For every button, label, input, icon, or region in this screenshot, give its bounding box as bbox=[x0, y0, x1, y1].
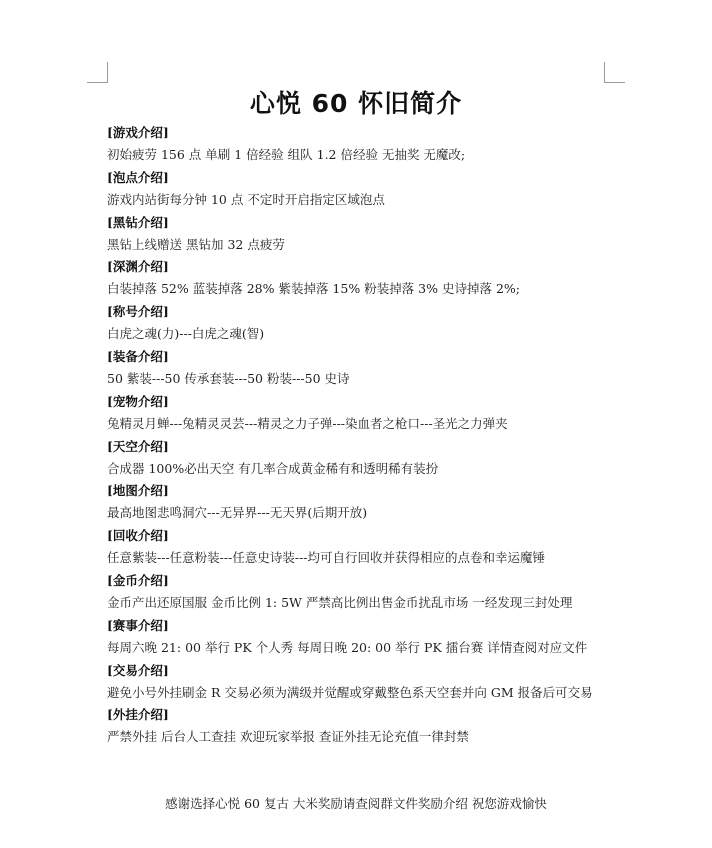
section-heading: [金币介绍] bbox=[107, 572, 169, 588]
section-abyss bbox=[107, 256, 612, 301]
section-maps bbox=[107, 480, 612, 525]
section-text: 初始疲劳 156 点 单刷 1 倍经验 组队 1.2 倍经验 无抽奖 无魔改; bbox=[107, 147, 466, 162]
section-heading: [外挂介绍] bbox=[107, 707, 169, 723]
section-black-diamond bbox=[107, 212, 612, 257]
section-heading: [赛事介绍] bbox=[107, 617, 169, 633]
section-equipment bbox=[107, 346, 612, 391]
section-heading: [装备介绍] bbox=[107, 348, 169, 364]
section-text: 合成器 100%必出天空 有几率合成黄金稀有和透明稀有装扮 bbox=[107, 460, 439, 476]
section-pets bbox=[107, 391, 612, 436]
section-heading: [地图介绍] bbox=[107, 483, 169, 499]
document-title: 心悦 60 怀旧简介 bbox=[249, 89, 463, 118]
section-text: 任意紫装---任意粉装---任意史诗装---均可自行回收并获得相应的点卷和幸运魔锤 bbox=[107, 550, 546, 566]
section-text: 白装掉落 52% 蓝装掉落 28% 紫装掉落 15% 粉装掉落 3% 史诗掉落 2%; bbox=[107, 281, 520, 297]
section-cheats bbox=[107, 704, 612, 749]
section-heading: [深渊介绍] bbox=[107, 259, 169, 275]
section-heading: [游戏介绍] bbox=[107, 125, 169, 140]
section-heading: [天空介绍] bbox=[107, 438, 169, 454]
document-footer: 感谢选择心悦 60 复古 大米奖励请查阅群文件奖励介绍 祝您游戏愉快 bbox=[165, 796, 547, 811]
section-text: 金币产出还原国服 金币比例 1: 5W 严禁高比例出售金币扰乱市场 一经发现三封处理 bbox=[107, 594, 573, 610]
section-text: 白虎之魂(力)---白虎之魂(智) bbox=[107, 326, 265, 342]
section-text: 游戏内站街每分钟 10 点 不定时开启指定区域泡点 bbox=[107, 191, 385, 207]
section-heading: [回收介绍] bbox=[107, 528, 169, 544]
section-text: 最高地图悲鸣洞穴---无异界---无天界(后期开放) bbox=[107, 505, 368, 521]
section-text: 严禁外挂 后台人工查挂 欢迎玩家举报 查证外挂无论充值一律封禁 bbox=[107, 729, 469, 745]
section-trading bbox=[107, 660, 612, 705]
section-text: 避免小号外挂刷金 R 交易必须为满级并觉醒或穿戴整色系天空套并向 GM 报备后可交易 bbox=[107, 684, 593, 700]
section-text: 每周六晚 21: 00 举行 PK 个人秀 每周日晚 20: 00 举行 PK 擂台赛 详情查阅对应文件 bbox=[107, 639, 588, 655]
section-text: 50 紫装---50 传承套装---50 粉装---50 史诗 bbox=[107, 370, 350, 386]
section-text: 黑钻上线赠送 黑钻加 32 点疲劳 bbox=[107, 236, 285, 252]
section-heading: [黑钻介绍] bbox=[107, 214, 169, 230]
section-game bbox=[107, 122, 612, 167]
page-corner-mark-top-left bbox=[87, 62, 108, 83]
section-heading: [称号介绍] bbox=[107, 304, 169, 320]
section-gold bbox=[107, 570, 612, 615]
document-body bbox=[107, 122, 612, 749]
section-text: 兔精灵月蝉---兔精灵灵芸---精灵之力子弹---染血者之枪口---圣光之力弹夹 bbox=[107, 415, 508, 431]
section-sky bbox=[107, 436, 612, 481]
section-titles bbox=[107, 301, 612, 346]
section-recycle bbox=[107, 525, 612, 570]
section-heading: [泡点介绍] bbox=[107, 169, 169, 185]
section-events bbox=[107, 615, 612, 660]
section-idle-points bbox=[107, 167, 612, 212]
section-heading: [宠物介绍] bbox=[107, 393, 169, 409]
page-corner-mark-top-right bbox=[604, 62, 625, 83]
section-heading: [交易介绍] bbox=[107, 662, 169, 678]
